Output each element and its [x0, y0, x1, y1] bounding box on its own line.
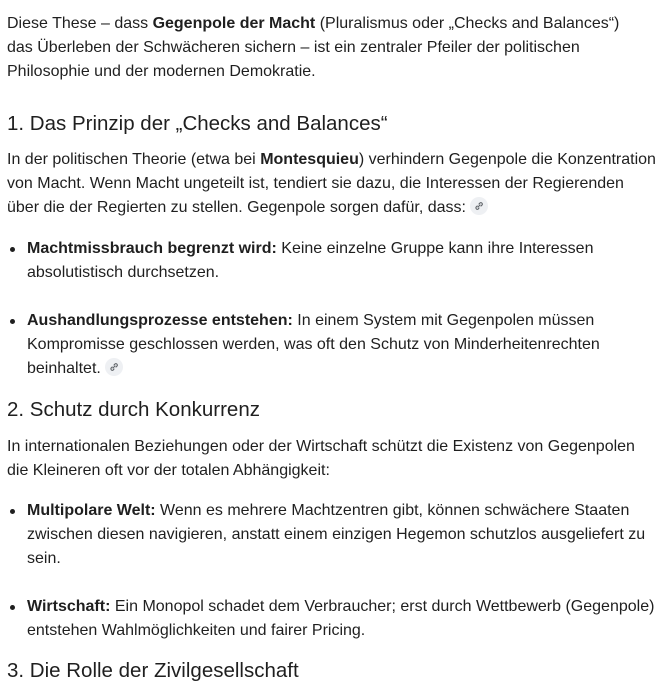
list-item: Machtmissbrauch begrenzt wird: Keine einzelne Gruppe kann ihre Interessen absolutistisch durchsetzen.	[7, 237, 637, 285]
section-2-list	[7, 499, 659, 643]
intro-bold: Gegenpole der Macht	[152, 15, 316, 32]
source-link-icon[interactable]	[470, 197, 488, 215]
source-link-icon[interactable]	[105, 358, 123, 376]
montesquieu-bold: Montesquieu	[260, 151, 359, 168]
list-item: Aushandlungsprozesse entstehen: In einem System mit Gegenpolen müssen Kompromisse geschlossen werden, was oft den Schutz von Minderheitenrechten beinhaltet.	[7, 309, 637, 381]
section-1-paragraph: In der politischen Theorie (etwa bei Montesquieu) verhindern Gegenpole die Konzentration von Macht. Wenn Macht ungeteilt ist, tendiert sie dazu, die Interessen der Regierenden über die der Regierten zu stellen. Gegenpole sorgen dafür, dass:	[7, 151, 656, 216]
intro-paragraph: Diese These – dass Gegenpole der Macht (Pluralismus oder „Checks and Balances“) das Überleben der Schwächeren sichern – ist ein zentraler Pfeiler der politischen Philosophie und der modernen Demokratie.	[7, 15, 620, 80]
section-1-heading: 1. Das Prinzip der „Checks and Balances“	[7, 112, 388, 135]
section-3-heading: 3. Die Rolle der Zivilgesellschaft	[7, 659, 299, 682]
list-item: Multipolare Welt: Wenn es mehrere Machtzentren gibt, können schwächere Staaten zwischen diesen navigieren, anstatt einem einzigen Hegemon schutzlos ausgeliefert zu sein.	[7, 499, 659, 571]
section-1-list	[7, 237, 637, 381]
section-2-heading: 2. Schutz durch Konkurrenz	[7, 398, 260, 421]
list-item: Wirtschaft: Ein Monopol schadet dem Verbraucher; erst durch Wettbewerb (Gegenpole) entstehen Wahlmöglichkeiten und fairer Pricing.	[7, 595, 659, 643]
section-2-paragraph: In internationalen Beziehungen oder der Wirtschaft schützt die Existenz von Gegenpolen die Kleineren oft vor der totalen Abhängigkeit:	[7, 438, 635, 479]
